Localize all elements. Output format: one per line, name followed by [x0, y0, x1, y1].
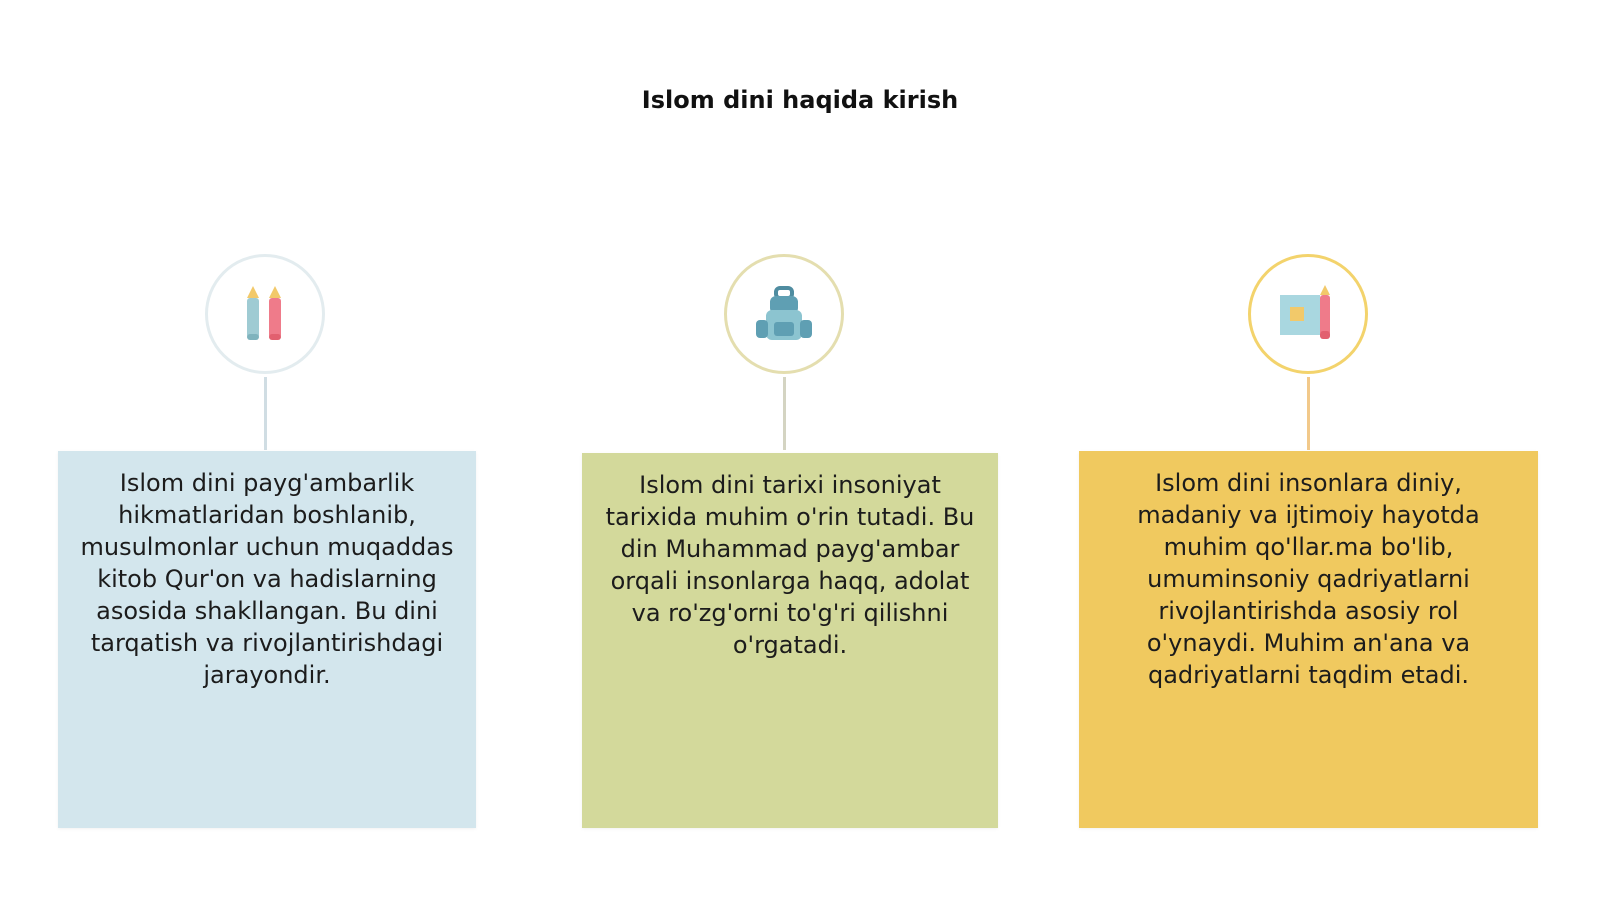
- info-card-1-text: Islom dini payg'ambarlik hikmatlaridan boshlanib, musulmonlar uchun muqaddas kitob Qur'on va hadislarning asosida shakllangan. Bu dini tarqatish va rivojlantirishdagi jarayondir.: [80, 469, 454, 689]
- connector-line-2: [783, 377, 786, 450]
- info-card-3-text: Islom dini insonlara diniy, madaniy va ijtimoiy hayotda muhim qo'llar.ma bo'lib, umuminsoniy qadriyatlarni rivojlantirishda asosiy rol o'ynaydi. Muhim an'ana va qadriyatlarni taqdim etadi.: [1137, 469, 1480, 689]
- connector-line-1: [264, 377, 267, 450]
- info-card-2-text: Islom dini tarixi insoniyat tarixida muhim o'rin tutadi. Bu din Muhammad payg'ambar orqali insonlarga haqq, adolat va ro'zg'orni to'g'ri qilishni o'rgatadi.: [605, 471, 975, 659]
- connector-line-3: [1307, 377, 1310, 450]
- icon-circle-1: [205, 254, 325, 374]
- backpack-icon: [754, 286, 814, 342]
- pencils-icon: [241, 284, 289, 344]
- slide-title: Islom dini haqida kirish: [641, 86, 959, 114]
- info-card-1: [58, 451, 476, 828]
- icon-circle-3: [1248, 254, 1368, 374]
- canvas-pencil-icon: [1278, 285, 1338, 343]
- info-card-3: [1079, 451, 1538, 828]
- icon-circle-2: [724, 254, 844, 374]
- info-card-2: [582, 453, 998, 828]
